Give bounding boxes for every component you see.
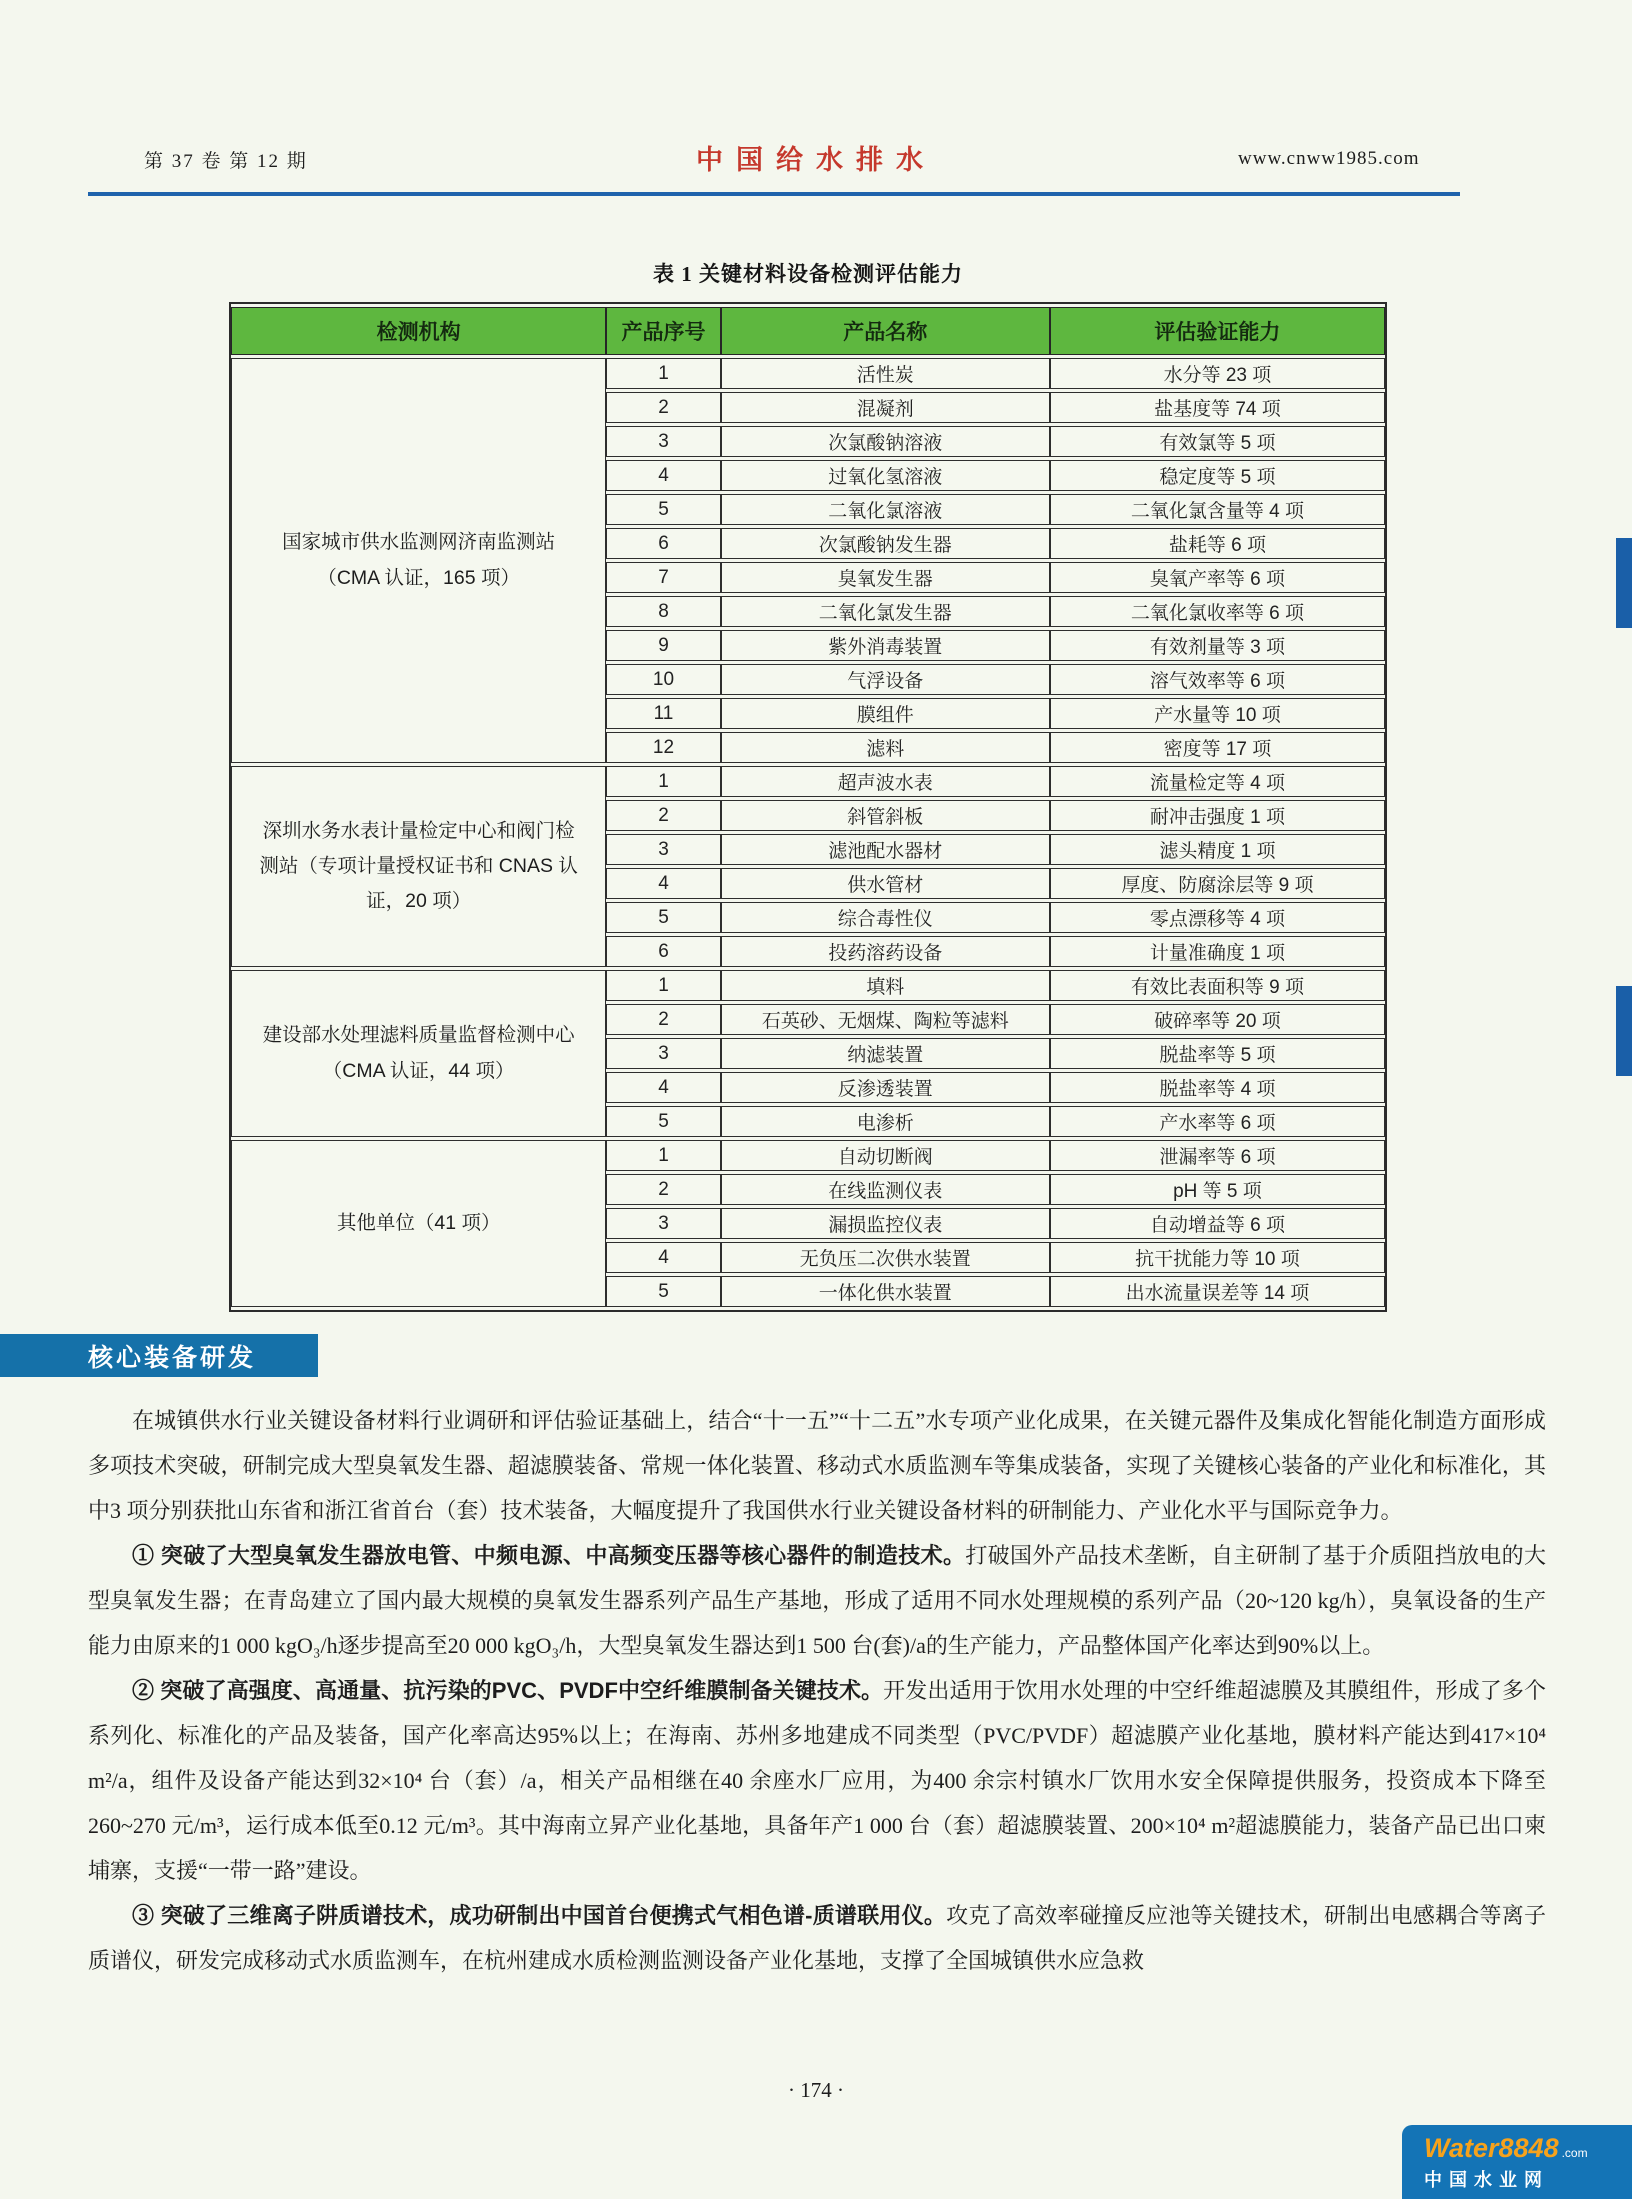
product-name-cell: 混凝剂: [721, 392, 1050, 423]
watermark-subtitle: 中国水业网: [1424, 2169, 1549, 2190]
product-name-cell: 纳滤装置: [721, 1038, 1050, 1069]
capability-cell: 计量准确度 1 项: [1050, 936, 1385, 967]
product-index-cell: 3: [606, 834, 720, 865]
capability-cell: 盐基度等 74 项: [1050, 392, 1385, 423]
product-index-cell: 1: [606, 766, 720, 797]
paragraph-lead: ① 突破了大型臭氧发生器放电管、中频电源、中高频变压器等核心器件的制造技术。: [132, 1543, 966, 1568]
paragraph-body: 攻克了高效率碰撞反应池等关键技术，研制出电感耦合等离子质谱仪，研发完成移动式水质监测车，在杭州建成水质检测监测设备产业化基地，支撑了全国城镇供水应急救: [88, 1903, 1546, 1973]
capability-cell: 厚度、防腐涂层等 9 项: [1050, 868, 1385, 899]
capability-cell: 稳定度等 5 项: [1050, 460, 1385, 491]
page-edge-marker-top: [1616, 538, 1632, 628]
capability-cell: 零点漂移等 4 项: [1050, 902, 1385, 933]
table-border: [229, 302, 1387, 1312]
paragraph-lead: ③ 突破了三维离子阱质谱技术，成功研制出中国首台便携式气相色谱-质谱联用仪。: [132, 1903, 947, 1928]
product-name-cell: 斜管斜板: [721, 800, 1050, 831]
capability-cell: 抗干扰能力等 10 项: [1050, 1242, 1385, 1273]
paragraph-intro: [88, 1398, 1546, 1533]
product-name-cell: 次氯酸钠溶液: [721, 426, 1050, 457]
watermark-brand-line: [1424, 2133, 1632, 2168]
capability-cell: 产水率等 6 项: [1050, 1106, 1385, 1137]
capability-cell: 二氧化氯收率等 6 项: [1050, 596, 1385, 627]
table-header-cell: 产品序号: [606, 307, 720, 355]
table-header-cell: 产品名称: [721, 307, 1050, 355]
table-row: [231, 970, 1385, 1001]
evaluation-table-block: [229, 258, 1387, 1312]
product-index-cell: 9: [606, 630, 720, 661]
product-name-cell: 膜组件: [721, 698, 1050, 729]
product-name-cell: 漏损监控仪表: [721, 1208, 1050, 1239]
product-index-cell: 2: [606, 1174, 720, 1205]
table-header-cell: 评估验证能力: [1050, 307, 1385, 355]
product-name-cell: 在线监测仪表: [721, 1174, 1050, 1205]
capability-cell: 出水流量误差等 14 项: [1050, 1276, 1385, 1307]
capability-cell: 有效比表面积等 9 项: [1050, 970, 1385, 1001]
capability-cell: 盐耗等 6 项: [1050, 528, 1385, 559]
product-name-cell: 自动切断阀: [721, 1140, 1050, 1171]
product-name-cell: 次氯酸钠发生器: [721, 528, 1050, 559]
org-cell: 建设部水处理滤料质量监督检测中心（CMA 认证，44 项）: [231, 970, 606, 1137]
table-row: [231, 766, 1385, 797]
capability-cell: 臭氧产率等 6 项: [1050, 562, 1385, 593]
capability-cell: 二氧化氯含量等 4 项: [1050, 494, 1385, 525]
evaluation-table: [231, 304, 1385, 1310]
table-row: [231, 358, 1385, 389]
product-name-cell: 超声波水表: [721, 766, 1050, 797]
product-index-cell: 1: [606, 1140, 720, 1171]
paragraph-body: 打破国外产品技术垄断，自主研制了基于介质阻挡放电的大型臭氧发生器；在青岛建立了国内最大规模的臭氧发生器系列产品生产基地，形成了适用不同水处理规模的系列产品（20~120 kg/h），臭氧设备的生产能力由原来的1 000 kgO₃/h逐步提高至20 000 kgO₃/h，大型臭氧发生器达到1 500 台(套)/a的生产能力，产品整体国产化率达到90%以上。: [88, 1543, 1546, 1658]
table-header-cell: 检测机构: [231, 307, 606, 355]
product-index-cell: 5: [606, 902, 720, 933]
product-name-cell: 供水管材: [721, 868, 1050, 899]
section-banner: [0, 1334, 318, 1377]
product-index-cell: 2: [606, 800, 720, 831]
section-banner-label: 核心装备研发: [88, 1343, 257, 1372]
product-name-cell: 二氧化氯发生器: [721, 596, 1050, 627]
watermark-brand: Water8848: [1424, 2132, 1559, 2163]
table-title: 表 1 关键材料设备检测评估能力: [653, 262, 963, 286]
org-cell: 深圳水务水表计量检定中心和阀门检测站（专项计量授权证书和 CNAS 认证，20 项）: [231, 766, 606, 967]
capability-cell: 水分等 23 项: [1050, 358, 1385, 389]
watermark-suffix: .com: [1561, 2145, 1588, 2160]
capability-cell: 泄漏率等 6 项: [1050, 1140, 1385, 1171]
product-index-cell: 7: [606, 562, 720, 593]
journal-title: 中国给水排水: [696, 145, 936, 175]
product-name-cell: 气浮设备: [721, 664, 1050, 695]
capability-cell: 密度等 17 项: [1050, 732, 1385, 763]
product-index-cell: 4: [606, 1242, 720, 1273]
product-name-cell: 填料: [721, 970, 1050, 1001]
product-index-cell: 4: [606, 1072, 720, 1103]
header-rule: [88, 192, 1460, 196]
product-index-cell: 11: [606, 698, 720, 729]
product-index-cell: 1: [606, 358, 720, 389]
product-name-cell: 滤池配水器材: [721, 834, 1050, 865]
product-name-cell: 活性炭: [721, 358, 1050, 389]
capability-cell: 脱盐率等 5 项: [1050, 1038, 1385, 1069]
paragraph-1: [88, 1533, 1546, 1668]
product-index-cell: 5: [606, 1276, 720, 1307]
product-index-cell: 5: [606, 494, 720, 525]
product-name-cell: 紫外消毒装置: [721, 630, 1050, 661]
capability-cell: 自动增益等 6 项: [1050, 1208, 1385, 1239]
volume-issue: 第 37 卷 第 12 期: [144, 151, 308, 172]
capability-cell: 产水量等 10 项: [1050, 698, 1385, 729]
capability-cell: pH 等 5 项: [1050, 1174, 1385, 1205]
capability-cell: 滤头精度 1 项: [1050, 834, 1385, 865]
product-index-cell: 12: [606, 732, 720, 763]
page-number: · 174 ·: [788, 2078, 844, 2102]
product-index-cell: 1: [606, 970, 720, 1001]
table-header-row: [231, 307, 1385, 355]
paragraph-lead: ② 突破了高强度、高通量、抗污染的PVC、PVDF中空纤维膜制备关键技术。: [132, 1678, 884, 1703]
capability-cell: 破碎率等 20 项: [1050, 1004, 1385, 1035]
capability-cell: 有效剂量等 3 项: [1050, 630, 1385, 661]
page-edge-marker-bottom: [1616, 986, 1632, 1076]
capability-cell: 耐冲击强度 1 项: [1050, 800, 1385, 831]
product-index-cell: 4: [606, 460, 720, 491]
table-body: [231, 358, 1385, 1307]
product-index-cell: 2: [606, 1004, 720, 1035]
product-name-cell: 二氧化氯溶液: [721, 494, 1050, 525]
capability-cell: 流量检定等 4 项: [1050, 766, 1385, 797]
product-index-cell: 2: [606, 392, 720, 423]
capability-cell: 有效氯等 5 项: [1050, 426, 1385, 457]
product-index-cell: 3: [606, 1038, 720, 1069]
journal-website: www.cnww1985.com: [1238, 148, 1420, 169]
product-name-cell: 过氧化氢溶液: [721, 460, 1050, 491]
product-name-cell: 无负压二次供水装置: [721, 1242, 1050, 1273]
org-cell: 其他单位（41 项）: [231, 1140, 606, 1307]
body-text: [88, 1398, 1546, 1983]
product-name-cell: 投药溶药设备: [721, 936, 1050, 967]
org-cell: 国家城市供水监测网济南监测站 （CMA 认证，165 项）: [231, 358, 606, 763]
capability-cell: 脱盐率等 4 项: [1050, 1072, 1385, 1103]
capability-cell: 溶气效率等 6 项: [1050, 664, 1385, 695]
product-index-cell: 3: [606, 426, 720, 457]
product-name-cell: 综合毒性仪: [721, 902, 1050, 933]
product-index-cell: 5: [606, 1106, 720, 1137]
product-index-cell: 3: [606, 1208, 720, 1239]
product-name-cell: 电渗析: [721, 1106, 1050, 1137]
watermark-badge: [1402, 2125, 1632, 2199]
product-name-cell: 滤料: [721, 732, 1050, 763]
product-name-cell: 石英砂、无烟煤、陶粒等滤料: [721, 1004, 1050, 1035]
product-name-cell: 反渗透装置: [721, 1072, 1050, 1103]
product-index-cell: 6: [606, 528, 720, 559]
product-index-cell: 6: [606, 936, 720, 967]
product-name-cell: 一体化供水装置: [721, 1276, 1050, 1307]
product-index-cell: 4: [606, 868, 720, 899]
paragraph-2: [88, 1668, 1546, 1893]
paragraph-3: [88, 1893, 1546, 1983]
paragraph-body: 在城镇供水行业关键设备材料行业调研和评估验证基础上，结合“十一五”“十二五”水专项产业化成果，在关键元器件及集成化智能化制造方面形成多项技术突破，研制完成大型臭氧发生器、超滤膜装备、常规一体化装置、移动式水质监测车等集成装备，实现了关键核心装备的产业化和标准化，其中3 项分别获批山东省和浙江省首台（套）技术装备，大幅度提升了我国供水行业关键设备材料的研制能力、产业化水平与国际竞争力。: [88, 1408, 1546, 1523]
table-row: [231, 1140, 1385, 1171]
product-index-cell: 10: [606, 664, 720, 695]
paragraph-body: 开发出适用于饮用水处理的中空纤维超滤膜及其膜组件，形成了多个系列化、标准化的产品及装备，国产化率高达95%以上；在海南、苏州多地建成不同类型（PVC/PVDF）超滤膜产业化基地，膜材料产能达到417×10⁴ m²/a，组件及设备产能达到32×10⁴ 台（套）/a，相关产品相继在40 余座水厂应用，为400 余宗村镇水厂饮用水安全保障提供服务，投资成本下降至260~270 元/m³，运行成本低至0.12 元/m³。其中海南立昇产业化基地，具备年产1 000 台（套）超滤膜装置、200×10⁴ m²超滤膜能力，装备产品已出口柬埔寨，支援“一带一路”建设。: [88, 1678, 1546, 1883]
product-index-cell: 8: [606, 596, 720, 627]
product-name-cell: 臭氧发生器: [721, 562, 1050, 593]
